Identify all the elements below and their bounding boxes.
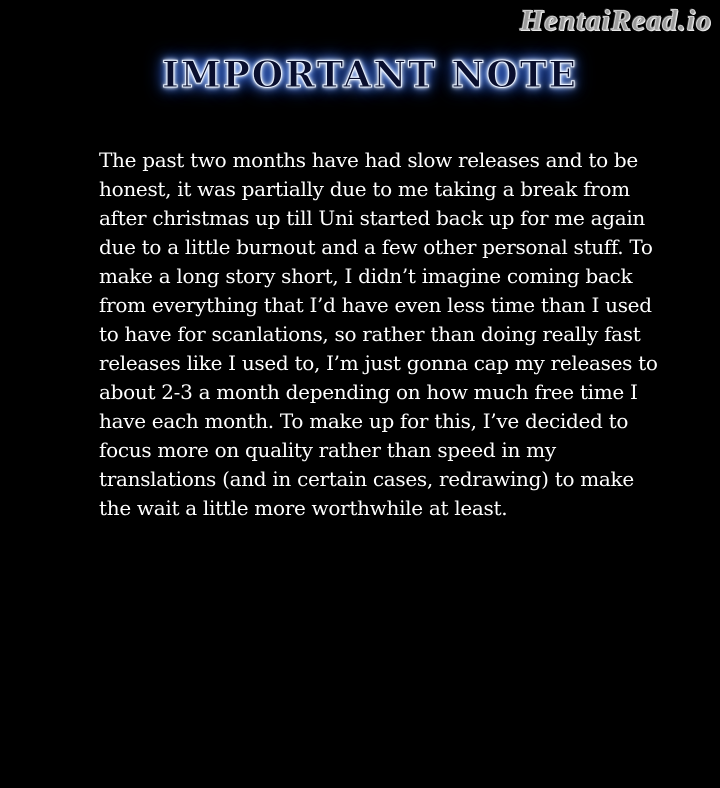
site-watermark: HentaiRead.io (519, 4, 712, 37)
note-body-text: The past two months have had slow releases and to be honest, it was partially due to me taking a break from after christmas up till Uni started back up for me again due to a little burnout and a few other personal stuff. To make a long story short, I didn’t imagine coming back from everything that I’d have even less time than I used to have for scanlations, so rather than doing really fast releases like I used to, I’m just gonna cap my releases to about 2-3 a month depending on how much free time I have each month. To make up for this, I’ve decided to focus more on quality rather than speed in my translations (and in certain cases, redrawing) to make the wait a little more worthwhile at least. (99, 148, 658, 520)
page-title: IMPORTANT NOTE (162, 54, 578, 96)
